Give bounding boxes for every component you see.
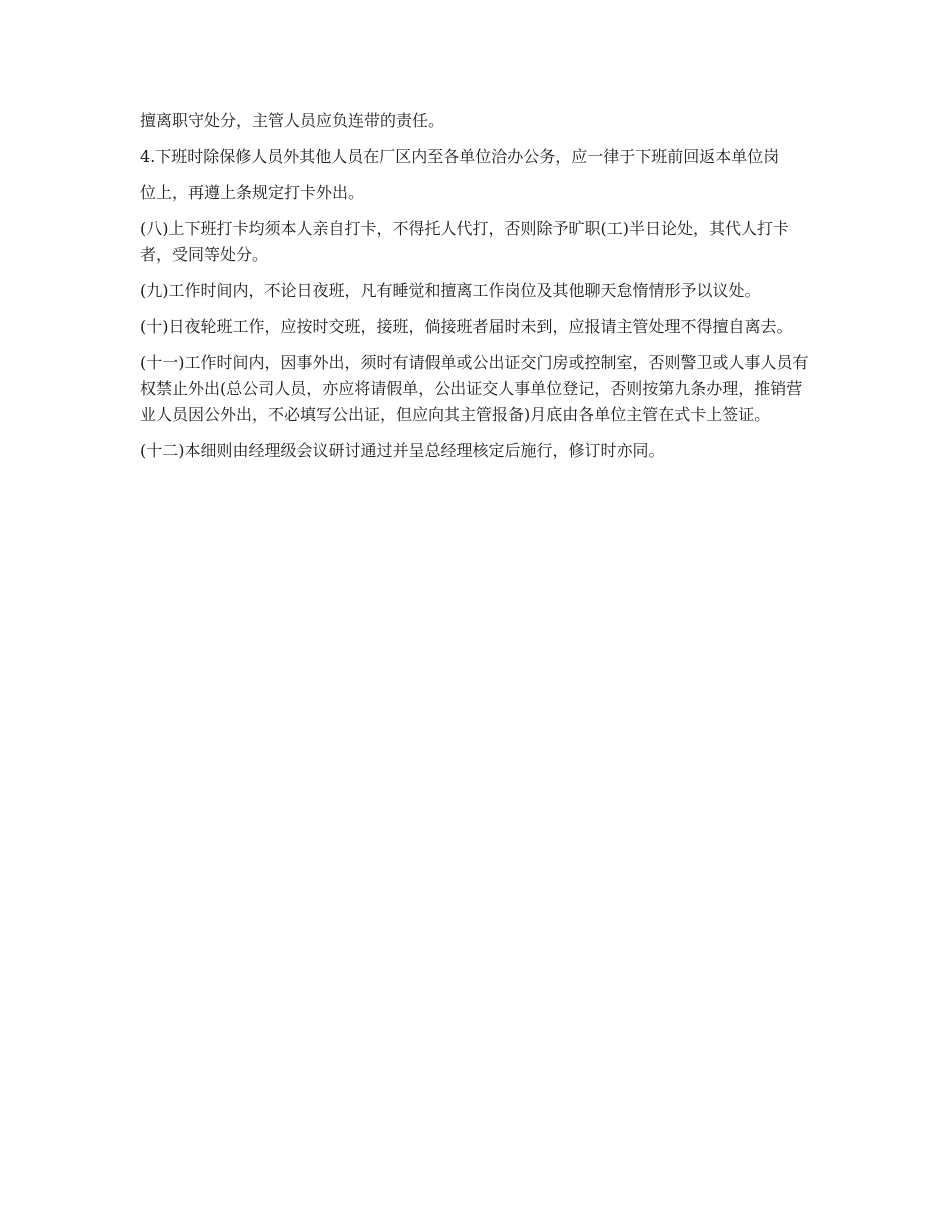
paragraph-2: 4.下班时除保修人员外其他人员在厂区内至各单位洽办公务，应一律于下班前回返本单位岗 xyxy=(140,147,780,166)
paragraph-7: (十一)工作时间内，因事外出，须时有请假单或公出证交门房或控制室，否则警卫或人事人员有权禁止外出(总公司人员，亦应将请假单，公出证交人事单位登记，否则按第九条办理，推销营业人员因公外出，不必填写公出证，但应向其主管报备)月底由各单位主管在式卡上签证。 xyxy=(140,353,809,424)
paragraph-4: (八)上下班打卡均须本人亲自打卡，不得托人代打，否则除予旷职(工)半日论处，其代人打卡者，受同等处分。 xyxy=(140,219,789,264)
paragraph-6: (十)日夜轮班工作，应按时交班，接班，倘接班者届时未到，应报请主管处理不得擅自离去。 xyxy=(140,317,793,336)
document-body xyxy=(140,108,812,474)
paragraph-3: 位上，再遵上条规定打卡外出。 xyxy=(140,183,365,202)
paragraph-8: (十二)本细则由经理级会议研讨通过并呈总经理核定后施行，修订时亦同。 xyxy=(140,441,665,460)
paragraph-1: 擅离职守处分，主管人员应负连带的责任。 xyxy=(140,111,445,130)
paragraph-5: (九)工作时间内，不论日夜班，凡有睡觉和擅离工作岗位及其他聊天怠惰情形予以议处。 xyxy=(140,281,761,300)
